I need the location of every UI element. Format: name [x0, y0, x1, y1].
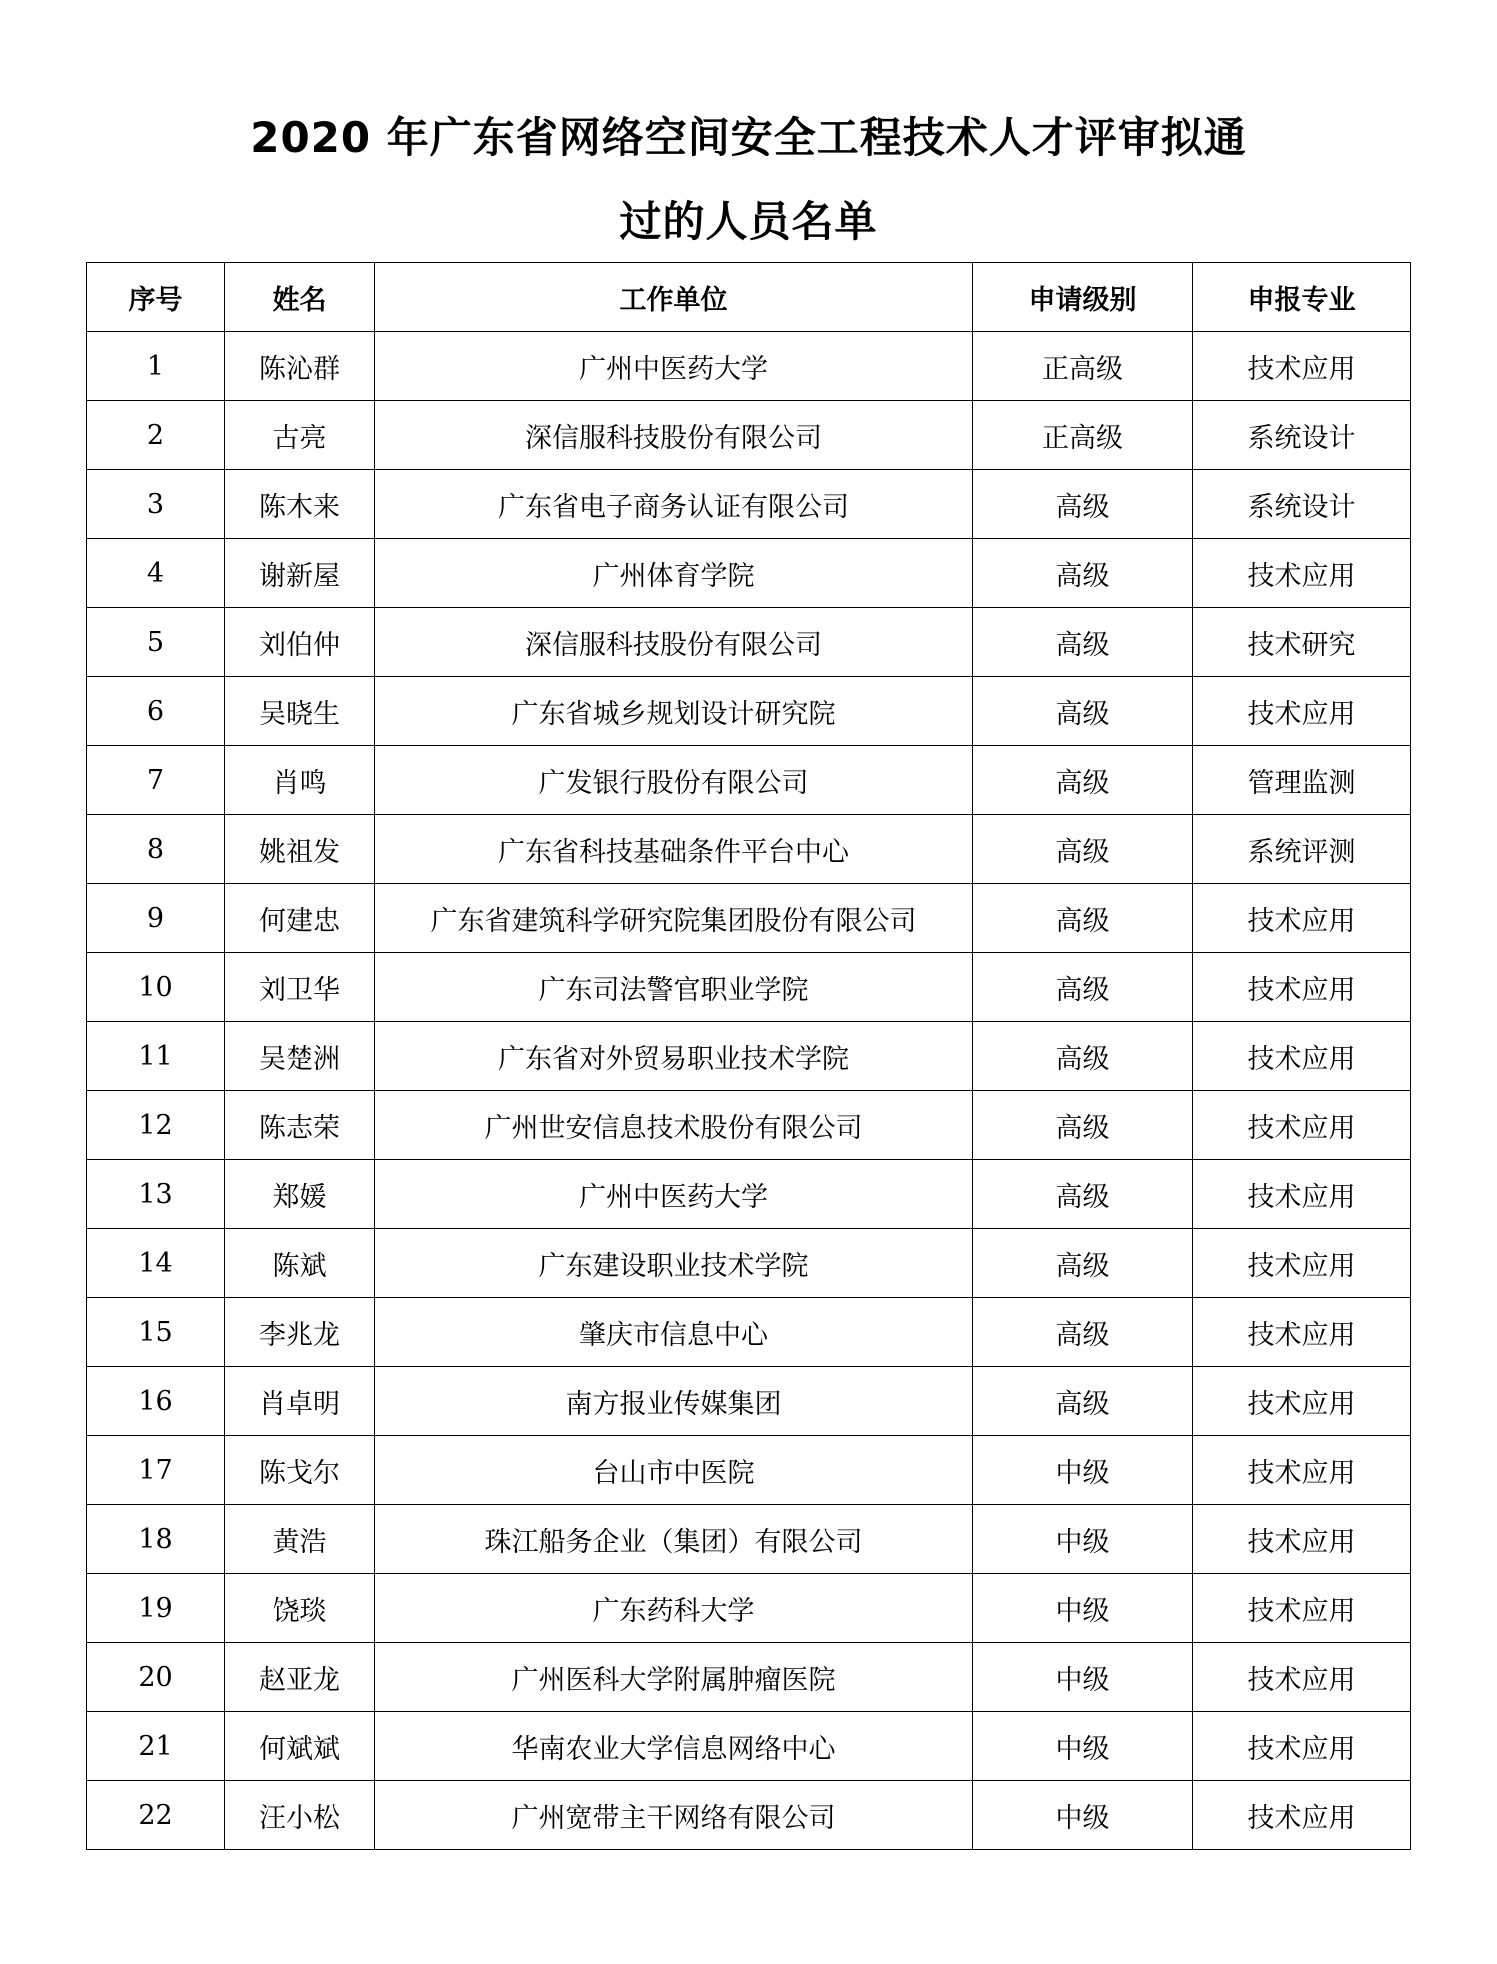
cell-specialty: 系统评测 — [1193, 815, 1411, 884]
cell-employer: 广东省科技基础条件平台中心 — [375, 815, 973, 884]
cell-serial-number: 10 — [87, 953, 225, 1022]
cell-name: 陈木来 — [225, 470, 375, 539]
cell-serial-number: 19 — [87, 1574, 225, 1643]
cell-name: 刘伯仲 — [225, 608, 375, 677]
cell-specialty: 技术应用 — [1193, 1436, 1411, 1505]
cell-employer: 广东省对外贸易职业技术学院 — [375, 1022, 973, 1091]
cell-specialty: 技术应用 — [1193, 677, 1411, 746]
cell-name: 赵亚龙 — [225, 1643, 375, 1712]
cell-employer: 广东药科大学 — [375, 1574, 973, 1643]
cell-employer: 南方报业传媒集团 — [375, 1367, 973, 1436]
table-row — [87, 470, 1411, 539]
cell-specialty: 技术应用 — [1193, 1160, 1411, 1229]
cell-application-level: 高级 — [973, 884, 1193, 953]
header-application-level: 申请级别 — [973, 263, 1193, 332]
cell-employer: 广东省城乡规划设计研究院 — [375, 677, 973, 746]
cell-serial-number: 1 — [87, 332, 225, 401]
document-title-line-2: 过的人员名单 — [619, 197, 878, 246]
cell-specialty: 技术应用 — [1193, 1022, 1411, 1091]
cell-serial-number: 22 — [87, 1781, 225, 1850]
cell-specialty: 技术应用 — [1193, 1505, 1411, 1574]
cell-employer: 广发银行股份有限公司 — [375, 746, 973, 815]
cell-name: 李兆龙 — [225, 1298, 375, 1367]
cell-name: 谢新屋 — [225, 539, 375, 608]
cell-specialty: 系统设计 — [1193, 470, 1411, 539]
cell-application-level: 高级 — [973, 1367, 1193, 1436]
cell-employer: 肇庆市信息中心 — [375, 1298, 973, 1367]
cell-serial-number: 9 — [87, 884, 225, 953]
cell-employer: 广州中医药大学 — [375, 1160, 973, 1229]
table-row — [87, 539, 1411, 608]
cell-employer: 广州中医药大学 — [375, 332, 973, 401]
cell-specialty: 技术应用 — [1193, 1574, 1411, 1643]
header-serial-number: 序号 — [87, 263, 225, 332]
table-row — [87, 815, 1411, 884]
cell-name: 饶琰 — [225, 1574, 375, 1643]
header-specialty: 申报专业 — [1193, 263, 1411, 332]
cell-application-level: 高级 — [973, 1298, 1193, 1367]
cell-application-level: 高级 — [973, 677, 1193, 746]
cell-application-level: 中级 — [973, 1574, 1193, 1643]
cell-specialty: 技术应用 — [1193, 1229, 1411, 1298]
cell-employer: 深信服科技股份有限公司 — [375, 608, 973, 677]
cell-serial-number: 2 — [87, 401, 225, 470]
cell-serial-number: 4 — [87, 539, 225, 608]
table-row — [87, 1022, 1411, 1091]
cell-serial-number: 16 — [87, 1367, 225, 1436]
cell-specialty: 系统设计 — [1193, 401, 1411, 470]
cell-serial-number: 15 — [87, 1298, 225, 1367]
cell-specialty: 技术应用 — [1193, 884, 1411, 953]
cell-employer: 广州体育学院 — [375, 539, 973, 608]
cell-application-level: 中级 — [973, 1643, 1193, 1712]
table-row — [87, 332, 1411, 401]
cell-name: 陈斌 — [225, 1229, 375, 1298]
cell-employer: 广东省建筑科学研究院集团股份有限公司 — [375, 884, 973, 953]
cell-specialty: 技术应用 — [1193, 1298, 1411, 1367]
table-row — [87, 1160, 1411, 1229]
cell-serial-number: 5 — [87, 608, 225, 677]
cell-name: 何建忠 — [225, 884, 375, 953]
cell-employer: 珠江船务企业（集团）有限公司 — [375, 1505, 973, 1574]
document-title-line-1: 2020 年广东省网络空间安全工程技术人才评审拟通 — [250, 113, 1247, 162]
cell-serial-number: 8 — [87, 815, 225, 884]
cell-serial-number: 13 — [87, 1160, 225, 1229]
cell-employer: 广东建设职业技术学院 — [375, 1229, 973, 1298]
table-row — [87, 1298, 1411, 1367]
cell-specialty: 技术应用 — [1193, 1367, 1411, 1436]
cell-application-level: 中级 — [973, 1712, 1193, 1781]
cell-specialty: 技术应用 — [1193, 539, 1411, 608]
cell-name: 郑媛 — [225, 1160, 375, 1229]
table-row — [87, 1436, 1411, 1505]
cell-employer: 广东省电子商务认证有限公司 — [375, 470, 973, 539]
cell-name: 陈戈尔 — [225, 1436, 375, 1505]
cell-name: 肖鸣 — [225, 746, 375, 815]
header-row — [87, 263, 1411, 332]
cell-name: 黄浩 — [225, 1505, 375, 1574]
cell-serial-number: 7 — [87, 746, 225, 815]
cell-application-level: 高级 — [973, 1229, 1193, 1298]
table-row — [87, 1091, 1411, 1160]
cell-specialty: 管理监测 — [1193, 746, 1411, 815]
cell-name: 肖卓明 — [225, 1367, 375, 1436]
cell-name: 汪小松 — [225, 1781, 375, 1850]
cell-application-level: 高级 — [973, 470, 1193, 539]
table-row — [87, 1367, 1411, 1436]
cell-serial-number: 3 — [87, 470, 225, 539]
cell-specialty: 技术应用 — [1193, 1643, 1411, 1712]
cell-employer: 广州医科大学附属肿瘤医院 — [375, 1643, 973, 1712]
cell-application-level: 正高级 — [973, 401, 1193, 470]
table-row — [87, 746, 1411, 815]
cell-specialty: 技术应用 — [1193, 953, 1411, 1022]
table-row — [87, 1781, 1411, 1850]
table-row — [87, 884, 1411, 953]
cell-serial-number: 12 — [87, 1091, 225, 1160]
table-row — [87, 1643, 1411, 1712]
cell-serial-number: 11 — [87, 1022, 225, 1091]
cell-serial-number: 20 — [87, 1643, 225, 1712]
cell-name: 陈志荣 — [225, 1091, 375, 1160]
cell-employer: 华南农业大学信息网络中心 — [375, 1712, 973, 1781]
cell-serial-number: 6 — [87, 677, 225, 746]
cell-application-level: 高级 — [973, 746, 1193, 815]
cell-name: 刘卫华 — [225, 953, 375, 1022]
header-name: 姓名 — [225, 263, 375, 332]
personnel-table — [86, 262, 1411, 1850]
cell-application-level: 中级 — [973, 1436, 1193, 1505]
cell-employer: 台山市中医院 — [375, 1436, 973, 1505]
table-row — [87, 401, 1411, 470]
cell-application-level: 高级 — [973, 608, 1193, 677]
cell-name: 吴楚洲 — [225, 1022, 375, 1091]
cell-name: 陈沁群 — [225, 332, 375, 401]
table-row — [87, 608, 1411, 677]
cell-application-level: 高级 — [973, 1091, 1193, 1160]
cell-application-level: 高级 — [973, 539, 1193, 608]
cell-specialty: 技术研究 — [1193, 608, 1411, 677]
cell-employer: 广州宽带主干网络有限公司 — [375, 1781, 973, 1850]
table-body — [87, 332, 1411, 1850]
cell-name: 何斌斌 — [225, 1712, 375, 1781]
cell-serial-number: 17 — [87, 1436, 225, 1505]
cell-specialty: 技术应用 — [1193, 1712, 1411, 1781]
cell-application-level: 高级 — [973, 1022, 1193, 1091]
cell-application-level: 高级 — [973, 815, 1193, 884]
cell-employer: 广东司法警官职业学院 — [375, 953, 973, 1022]
cell-employer: 深信服科技股份有限公司 — [375, 401, 973, 470]
cell-serial-number: 18 — [87, 1505, 225, 1574]
table-row — [87, 1574, 1411, 1643]
cell-application-level: 正高级 — [973, 332, 1193, 401]
table-row — [87, 1712, 1411, 1781]
table-header — [87, 263, 1411, 332]
cell-application-level: 高级 — [973, 953, 1193, 1022]
cell-serial-number: 21 — [87, 1712, 225, 1781]
cell-application-level: 高级 — [973, 1160, 1193, 1229]
cell-application-level: 中级 — [973, 1781, 1193, 1850]
cell-specialty: 技术应用 — [1193, 1781, 1411, 1850]
cell-name: 吴晓生 — [225, 677, 375, 746]
table-row — [87, 1505, 1411, 1574]
header-employer: 工作单位 — [375, 263, 973, 332]
cell-application-level: 中级 — [973, 1505, 1193, 1574]
table-row — [87, 677, 1411, 746]
table-row — [87, 953, 1411, 1022]
cell-name: 姚祖发 — [225, 815, 375, 884]
cell-specialty: 技术应用 — [1193, 1091, 1411, 1160]
cell-serial-number: 14 — [87, 1229, 225, 1298]
table-row — [87, 1229, 1411, 1298]
cell-name: 古亮 — [225, 401, 375, 470]
cell-employer: 广州世安信息技术股份有限公司 — [375, 1091, 973, 1160]
cell-specialty: 技术应用 — [1193, 332, 1411, 401]
